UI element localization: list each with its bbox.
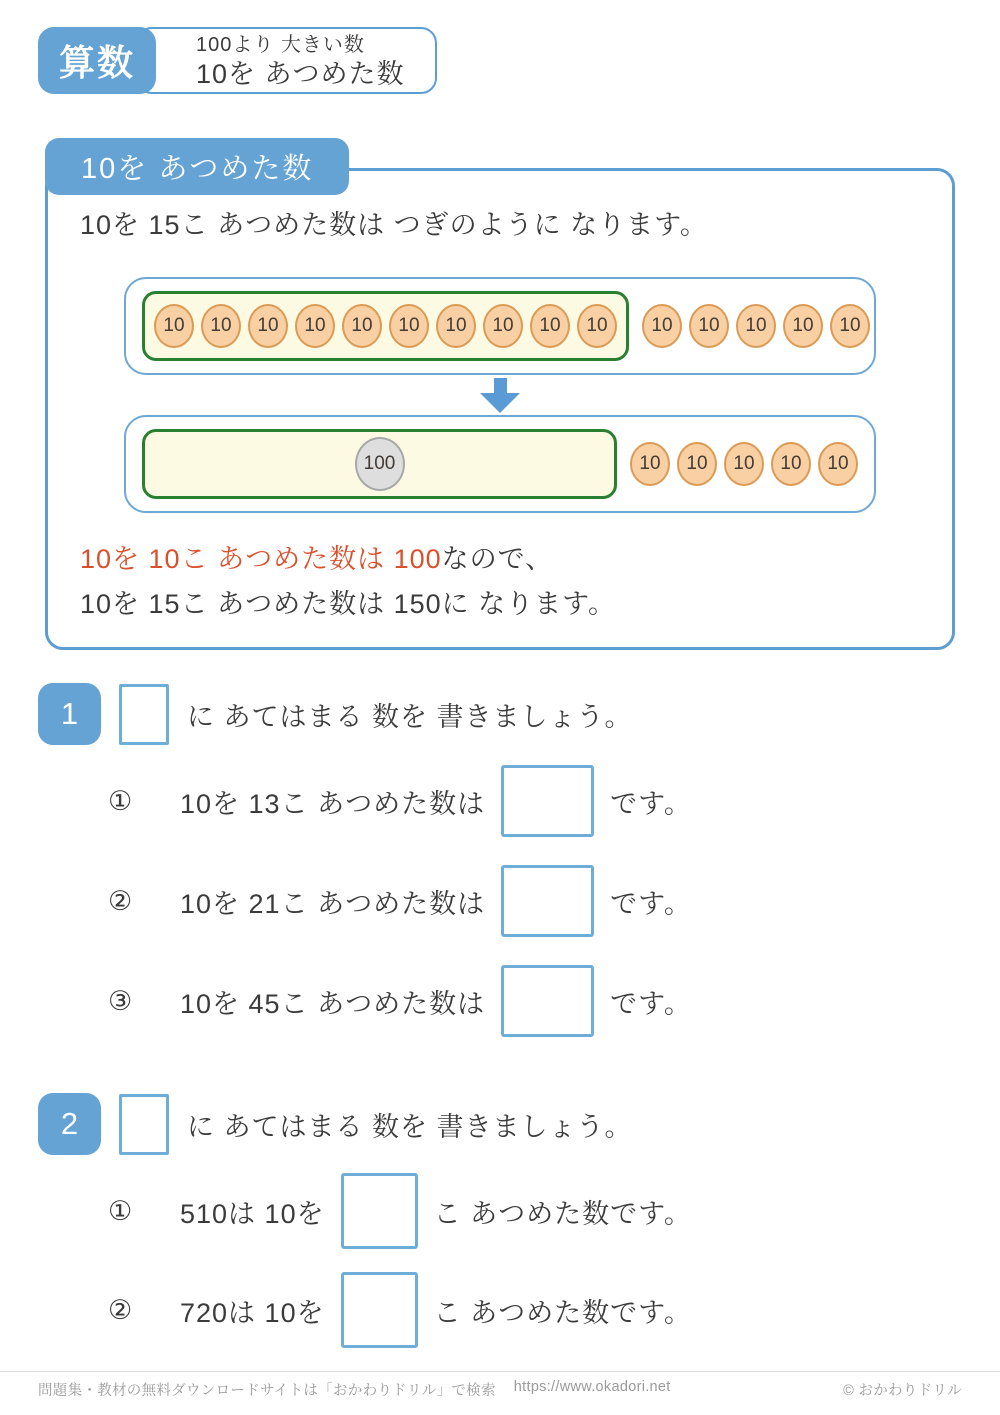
answer-box[interactable] [341, 1173, 418, 1249]
question-suffix: です。 [610, 788, 692, 819]
down-arrow-stem [494, 378, 507, 393]
section-1-number-badge: 1 [38, 683, 101, 745]
section-2-instruction: に あてはまる 数を 書きましょう。 [187, 1111, 633, 1142]
down-arrow-head [480, 393, 520, 413]
question-text: 510は 10を [180, 1198, 325, 1229]
question-marker: ② [108, 1294, 134, 1325]
ten-coin: 10 [689, 304, 729, 348]
coin-diagram [124, 277, 876, 513]
lesson-title: 10を あつめた数 [196, 58, 405, 89]
ten-coin: 10 [154, 304, 194, 348]
question-suffix: です。 [610, 888, 692, 919]
question-marker: ① [108, 1195, 134, 1226]
answer-box[interactable] [501, 865, 594, 937]
ten-coin: 10 [736, 304, 776, 348]
lesson-box [45, 153, 955, 650]
worksheet-header [38, 27, 437, 94]
explanation-red-text: 10を 10こ あつめた数は 100 [80, 544, 442, 574]
ten-coin: 10 [677, 442, 717, 486]
ten-coin: 10 [389, 304, 429, 348]
ten-coin: 10 [642, 304, 682, 348]
hundred-coin: 100 [355, 437, 405, 491]
question-marker: ③ [108, 985, 134, 1016]
footer-url: https://www.okadori.net [513, 1379, 671, 1395]
footer-divider [0, 1371, 1000, 1372]
loose-ten-coins [642, 304, 870, 348]
ten-coin: 10 [783, 304, 823, 348]
ten-coin: 10 [483, 304, 523, 348]
footer [38, 1379, 962, 1400]
subject-badge: 算数 [38, 27, 156, 94]
section-2-header [38, 1093, 633, 1155]
question-marker: ① [108, 785, 134, 816]
explanation-suffix: なので、 [441, 544, 554, 574]
question-text: 10を 45こ あつめた数は [180, 988, 486, 1019]
ten-coin: 10 [771, 442, 811, 486]
lesson-box-title-badge: 10を あつめた数 [45, 138, 349, 195]
question-suffix: こ あつめた数です。 [433, 1297, 692, 1328]
unit-title: 100より 大きい数 [196, 33, 365, 56]
question-row [108, 1272, 692, 1348]
ten-coin: 10 [577, 304, 617, 348]
ten-coin: 10 [530, 304, 570, 348]
loose-ten-coins [630, 442, 858, 486]
ten-coin: 10 [818, 442, 858, 486]
ten-coin: 10 [630, 442, 670, 486]
down-arrow-icon [480, 378, 520, 413]
ten-coin: 10 [201, 304, 241, 348]
question-text: 720は 10を [180, 1297, 325, 1328]
question-row [108, 965, 692, 1037]
ten-coin: 10 [342, 304, 382, 348]
question-marker: ② [108, 885, 134, 916]
section-1-example-box [119, 684, 169, 745]
explanation-line-2: 10を 15こ あつめた数は 150に なります。 [80, 589, 616, 619]
lesson-intro-text: 10を 15こ あつめた数は つぎのように なります。 [80, 210, 708, 240]
hundred-coin-group [142, 429, 617, 499]
footer-left [38, 1379, 671, 1400]
explanation-line-1 [80, 537, 952, 582]
section-2-example-box [119, 1094, 169, 1155]
question-suffix: です。 [610, 988, 692, 1019]
question-row [108, 765, 692, 837]
title-box [136, 27, 437, 94]
question-text: 10を 13こ あつめた数は [180, 788, 486, 819]
ten-coin: 10 [830, 304, 870, 348]
answer-box[interactable] [501, 765, 594, 837]
section-1-header [38, 683, 633, 745]
question-text: 10を 21こ あつめた数は [180, 888, 486, 919]
section-2-number-badge: 2 [38, 1093, 101, 1155]
question-row [108, 865, 692, 937]
lesson-explanation [80, 537, 952, 627]
ten-coin: 10 [295, 304, 335, 348]
coin-row-hundred-plus-tens [124, 415, 876, 513]
section-1-instruction: に あてはまる 数を 書きましょう。 [187, 701, 633, 732]
ten-coin: 10 [248, 304, 288, 348]
answer-box[interactable] [341, 1272, 418, 1348]
footer-copyright: © おかわりドリル [843, 1383, 962, 1399]
question-row [108, 1173, 692, 1249]
ten-coin: 10 [724, 442, 764, 486]
answer-box[interactable] [501, 965, 594, 1037]
ten-coin-group [142, 291, 629, 361]
coin-row-fifteen-tens [124, 277, 876, 375]
question-suffix: こ あつめた数です。 [433, 1198, 692, 1229]
ten-coin: 10 [436, 304, 476, 348]
footer-site-description: 問題集・教材の無料ダウンロードサイトは「おかわりドリル」で検索 [38, 1383, 496, 1399]
